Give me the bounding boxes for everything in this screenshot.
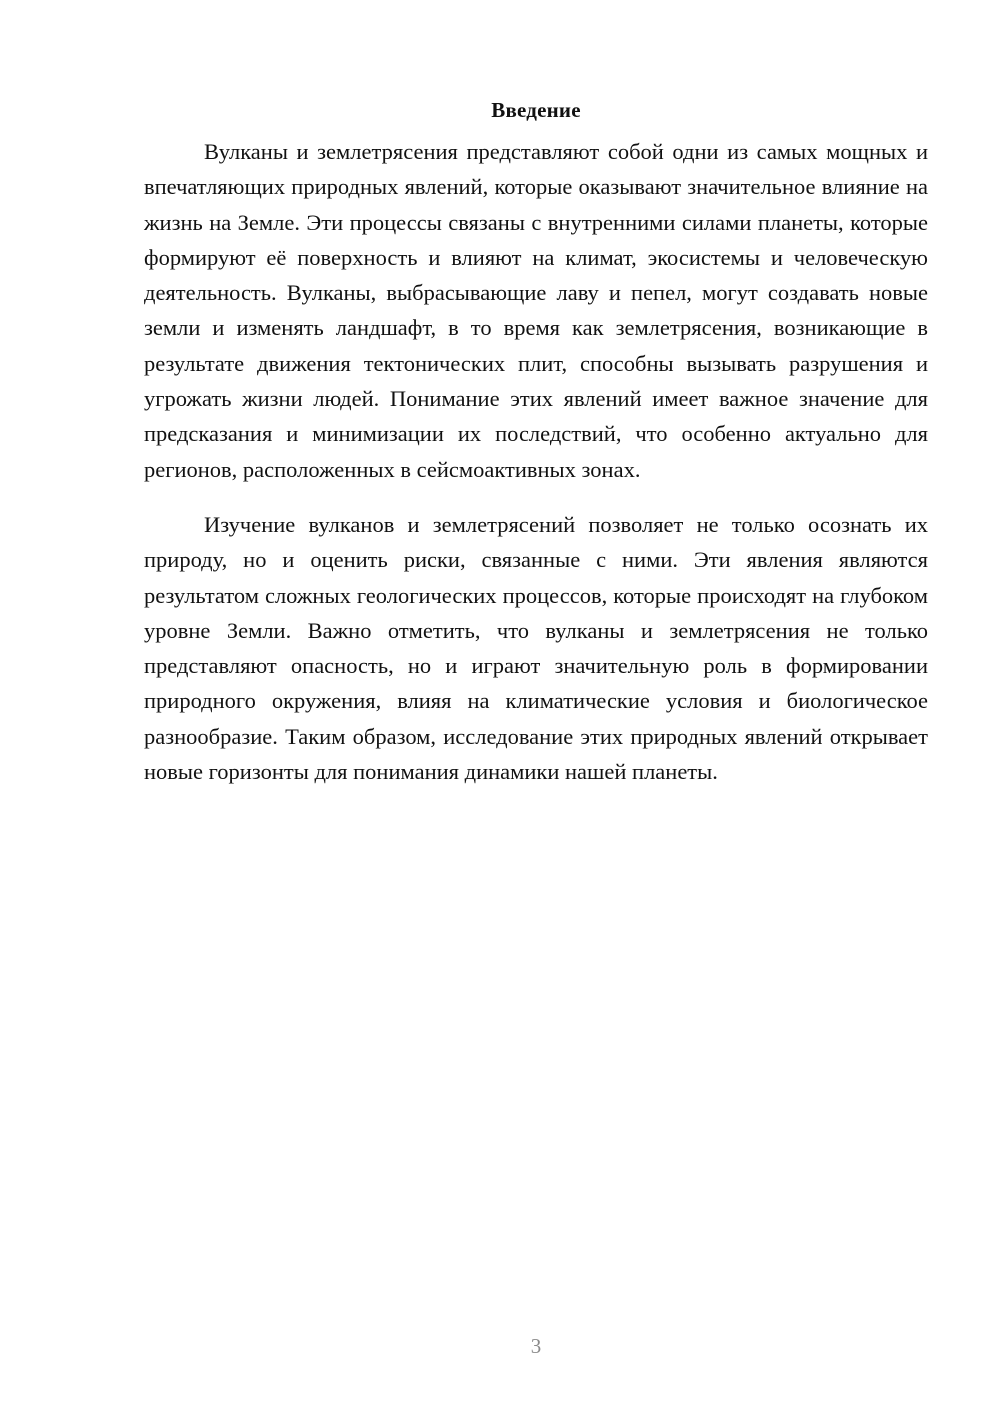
paragraph-1: Вулканы и землетрясения представляют собой одни из самых мощных и впечатляющих природных явлений, которые оказывают значительное влияние на жизнь на Земле. Эти процессы связаны с внутренними силами планеты, которые формируют её поверхность и влияют на климат, экосистемы и человеческую деятельность. Вулканы, выбрасывающие лаву и пепел, могут создавать новые земли и изменять ландшафт, в то время как землетрясения, возникающие в результате движения тектонических плит, способны вызывать разрушения и угрожать жизни людей. Понимание этих явлений имеет важное значение для предсказания и минимизации их последствий, что особенно актуально для регионов, расположенных в сейсмоактивных зонах. [144,139,928,482]
section-heading: Введение [491,98,581,122]
paragraph-2: Изучение вулканов и землетрясений позволяет не только осознать их природу, но и оценить риски, связанные с ними. Эти явления являются результатом сложных геологических процессов, которые происходят на глубоком уровне Земли. Важно отметить, что вулканы и землетрясения не только представляют опасность, но и играют значительную роль в формировании природного окружения, влияя на климатические условия и биологическое разнообразие. Таким образом, исследование этих природных явлений открывает новые горизонты для понимания динамики нашей планеты. [144,511,928,785]
page-number: 3 [530,1334,542,1358]
page-content [144,96,928,789]
